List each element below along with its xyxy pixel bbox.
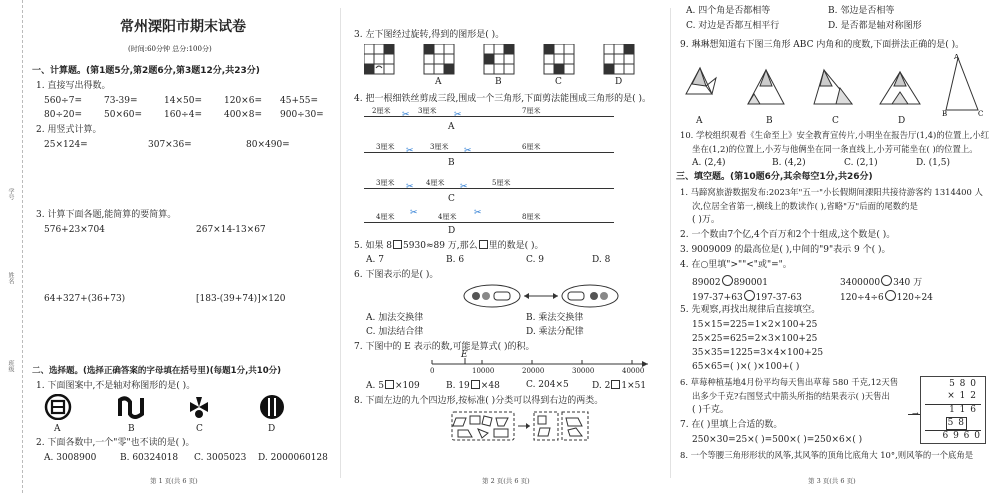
- calc-line-highlighted: 5 8: [947, 418, 965, 428]
- q7-option-b-part: ×48: [480, 381, 500, 391]
- compare-left: 3400000: [840, 278, 881, 288]
- q3-option: C: [555, 77, 562, 87]
- q5-option: A. 7: [366, 255, 384, 265]
- q9-option: B: [766, 116, 773, 126]
- choice-1-option: C: [196, 424, 203, 434]
- q6-option: D. 乘法分配律: [526, 327, 584, 337]
- q3-option: D: [615, 77, 623, 87]
- q7-option-a-part: A. 5: [366, 381, 384, 391]
- student-name-label: 姓名: [7, 272, 14, 284]
- compare-circle: [881, 275, 892, 286]
- segment-label: 3厘米: [376, 143, 395, 151]
- q10-option: A. (2,4): [692, 158, 726, 168]
- bank-logo-icon: [258, 394, 286, 420]
- blank-box: [385, 380, 394, 389]
- q2-label: 2. 用竖式计算。: [36, 125, 102, 135]
- q7-option-d-part: D. 2: [592, 381, 611, 391]
- compare-item: [692, 290, 802, 304]
- law-diagram: [462, 283, 622, 309]
- choice-1-option: A: [54, 424, 61, 434]
- arrow-icon: →: [912, 409, 919, 418]
- q5-text-end: 里的数是( )。: [488, 241, 544, 251]
- quadrilateral-sets: [450, 410, 590, 442]
- q9-option: D: [898, 116, 906, 126]
- option-letter: C: [448, 194, 455, 204]
- segment-label: 4厘米: [426, 179, 445, 187]
- q6-option: B. 乘法交换律: [526, 313, 584, 323]
- q8-option: B. 邻边是否相等: [828, 6, 895, 16]
- fill-4: 4. 在○里填">""<"或"="。: [680, 260, 792, 270]
- vertical-calc-box: [920, 376, 986, 444]
- q7-option-b: [446, 380, 500, 392]
- q9-question: 9. 琳琳想知道右下图三角形 ABC 内角和的度数,下面拼法正确的是( )。: [680, 40, 965, 50]
- option-letter: D: [448, 226, 456, 236]
- scissor-icon: ✂: [474, 208, 482, 218]
- section-3-header: 三、填空题。(第10题6分,其余每空1分,共26分): [676, 172, 873, 182]
- q7-option-d-part: 1×51: [621, 381, 647, 391]
- page-divider: [670, 8, 671, 478]
- q1-item: 400×8=: [224, 110, 262, 120]
- segment-label: 3厘米: [430, 143, 449, 151]
- compare-circle: [722, 275, 733, 286]
- scissor-icon: ✂: [464, 146, 472, 156]
- choice-1-question: 1. 下面图案中,不是轴对称图形的是( )。: [36, 381, 196, 391]
- q6-question: 6. 下图表示的是( )。: [354, 270, 439, 280]
- fill-8: 8. 一个等腰三角形形状的风筝,其风筝的顶角比底角大 10°,则风筝的一个底角是: [680, 450, 974, 460]
- compare-item: [692, 275, 768, 289]
- compare-circle: [744, 290, 755, 301]
- compare-item: [840, 275, 922, 289]
- swirl-logo-icon: [116, 394, 146, 420]
- fill-6-line-2: 出多少千克?右图竖式中箭头所指的结果表示( )天售出: [692, 391, 890, 401]
- pattern-row: 65×65=( )×( )×100+( ): [692, 362, 800, 372]
- segment-label: 7厘米: [522, 107, 541, 115]
- q7-option-c: C. 204×5: [526, 380, 569, 390]
- tick-label: 40000: [622, 367, 645, 375]
- q6-option: A. 加法交换律: [366, 313, 424, 323]
- fill-5: 5. 先观察,再找出规律后直接填空。: [680, 305, 821, 315]
- fill-1-line-2: 次,位居全省第一,横线上的数读作( ),省略"万"后面的尾数约是: [692, 201, 918, 211]
- q7-option-b-part: B. 19: [446, 381, 470, 391]
- fill-7: 7. 在( )里填上合适的数。: [680, 420, 783, 430]
- q8-option: D. 是否都是轴对称图形: [828, 21, 922, 31]
- q8-option: C. 对边是否都互相平行: [686, 21, 780, 31]
- fill-6-line-3: ( )千克。: [692, 405, 729, 415]
- q5-option: B. 6: [446, 255, 465, 265]
- student-id-label: 学号: [7, 188, 14, 200]
- scissor-icon: ✂: [406, 182, 414, 192]
- triangle-arrangements: [682, 54, 1000, 124]
- compare-item: [840, 290, 933, 304]
- q6-option: C. 加法结合律: [366, 327, 424, 337]
- tick-label: 30000: [572, 367, 595, 375]
- tick-label: 0: [430, 367, 435, 375]
- option-letter: B: [448, 158, 455, 168]
- coin-symbol-icon: [44, 394, 72, 420]
- compare-right: 340 万: [893, 278, 923, 288]
- scissor-icon: ✂: [460, 182, 468, 192]
- exam-title: 常州溧阳市期末试卷: [120, 19, 246, 35]
- q3-item: 267×14-13×67: [196, 225, 266, 235]
- blank-box: [471, 380, 480, 389]
- rotation-grids: [364, 44, 654, 86]
- segment-label: 8厘米: [522, 213, 541, 221]
- point-e-label: E: [461, 350, 468, 360]
- q8-option: A. 四个角是否都相等: [686, 6, 771, 16]
- svg-text:A: A: [954, 54, 960, 61]
- tick-label: 20000: [522, 367, 545, 375]
- q3-option: B: [495, 77, 502, 87]
- blank-box: [611, 380, 620, 389]
- q1-item: 900÷30=: [280, 110, 324, 120]
- section-2-header: 二、选择题。(选择正确答案的字母填在括号里)(每题1分,共10分): [32, 366, 282, 376]
- fill-2: 2. 一个数由7个亿,4个百万和2个十组成,这个数是( )。: [680, 230, 896, 240]
- choice-2-option: A. 3008900: [44, 453, 97, 463]
- fill-1-line-3: ( )万。: [692, 215, 720, 225]
- wire-line-b: [364, 152, 614, 153]
- compare-left: 197-37+63: [692, 293, 743, 303]
- pattern-row: 35×35=1225=3×4×100+25: [692, 348, 824, 358]
- pattern-row: 15×15=225=1×2×100+25: [692, 320, 818, 330]
- q3-option: A: [435, 77, 442, 87]
- q5-option: D. 8: [592, 255, 611, 265]
- knot-logo-icon: [184, 394, 214, 420]
- q10-option: C. (2,1): [844, 158, 878, 168]
- page-footer: 第 3 页(共 6 页): [808, 477, 856, 485]
- page-divider: [340, 8, 341, 478]
- q7-option-a: [366, 380, 420, 392]
- q10-line-2: 坐在(1,2)的位置上,小芳与他俩坐在同一条直线上,小芳可能坐在( )的位置上。: [692, 144, 978, 154]
- fill-6-line-1: 6. 草莓种植基地4月份平均每天售出草莓 580 千克,12天售: [680, 377, 899, 387]
- segment-label: 6厘米: [522, 143, 541, 151]
- q10-option: D. (1,5): [916, 158, 950, 168]
- svg-text:C: C: [978, 110, 984, 118]
- wire-line-c: [364, 188, 614, 189]
- choice-2-question: 2. 下面各数中,一个"零"也不读的是( )。: [36, 438, 195, 448]
- exam-page-2: [342, 0, 668, 493]
- svg-text:B: B: [942, 110, 948, 118]
- q7-option-a-part: ×109: [394, 381, 420, 391]
- segment-label: 3厘米: [418, 107, 437, 115]
- compare-left: 89002: [692, 278, 721, 288]
- blank-box: [393, 240, 402, 249]
- segment-label: 5厘米: [492, 179, 511, 187]
- segment-label: 2厘米: [372, 107, 391, 115]
- segment-label: 4厘米: [438, 213, 457, 221]
- q1-item: 73-39=: [104, 96, 138, 106]
- q3-rotation-question: 3. 左下图经过旋转,得到的图形是( )。: [354, 30, 505, 40]
- q8-question: 8. 下面左边的九个四边形,按标准( )分类可以得到右边的两类。: [354, 396, 604, 406]
- choice-2-option: C. 3005023: [194, 453, 247, 463]
- q3-item: [183-(39+74)]×120: [196, 294, 286, 304]
- scissor-icon: ✂: [406, 146, 414, 156]
- q7-question: 7. 下图中的 E 表示的数,可能是算式( )的积。: [354, 342, 535, 352]
- choice-1-option: B: [128, 424, 135, 434]
- q1-item: 80÷20=: [44, 110, 82, 120]
- scissor-icon: ✂: [410, 208, 418, 218]
- page-footer: 第 1 页(共 6 页): [150, 477, 198, 485]
- fill-1-line-1: 1. 马蹄窝旅游数据发布:2023年"五一"小长假期间溧阳共接待游客约 1314400 人: [680, 187, 983, 197]
- choice-2-option: B. 60324018: [120, 453, 179, 463]
- q1-item: 50×60=: [104, 110, 142, 120]
- q1-item: 120×6=: [224, 96, 262, 106]
- calc-line: 5 8 0: [949, 379, 977, 389]
- choice-1-option: D: [268, 424, 276, 434]
- compare-right: 197-37-63: [755, 293, 802, 303]
- q1-item: 560÷7=: [44, 96, 82, 106]
- fill-7-row: 250×30=25×( )=500×( )=250×6×( ): [692, 435, 863, 445]
- compare-right: 890001: [733, 278, 768, 288]
- q9-option: C: [832, 116, 839, 126]
- compare-left: 120÷4÷6: [840, 293, 884, 303]
- class-label: 班级: [7, 360, 14, 372]
- calc-line: 6 9 6 0: [942, 431, 981, 441]
- q9-option: A: [696, 116, 703, 126]
- blank-box: [479, 240, 488, 249]
- q1-item: 14×50=: [164, 96, 202, 106]
- binding-margin: [0, 0, 23, 493]
- q5-text-start: 5. 如果 8: [354, 241, 393, 251]
- q3-item: 64+327+(36+73): [44, 294, 126, 304]
- choice-2-option: D. 2000060128: [258, 453, 328, 463]
- q10-option: B. (4,2): [772, 158, 806, 168]
- option-letter: A: [448, 122, 455, 132]
- fill-3: 3. 9009009 的最高位是( ),中间的"9"表示 9 个( )。: [680, 245, 891, 255]
- q10-line-1: 10. 学校组织观看《生命至上》安全教育宣传片,小明坐在报告厅(1,4)的位置上,小红: [680, 130, 990, 140]
- scissor-icon: ✂: [454, 110, 462, 120]
- compare-circle: [885, 290, 896, 301]
- tick-label: 10000: [472, 367, 495, 375]
- q1-item: 45+55=: [280, 96, 318, 106]
- wire-line-d: [364, 222, 614, 223]
- scissor-icon: ✂: [402, 110, 410, 120]
- calc-line: × 1 2: [947, 391, 977, 401]
- q2-item: 307×36=: [148, 140, 192, 150]
- q2-item: 80×490=: [246, 140, 290, 150]
- q7-option-d: [592, 380, 646, 392]
- q4-question: 4. 把一根细铁丝剪成三段,围成一个三角形,下面剪法能围成三角形的是( )。: [354, 94, 652, 104]
- exam-page-1: [0, 0, 338, 493]
- q2-item: 25×124=: [44, 140, 88, 150]
- q5-question: [354, 240, 544, 252]
- q5-text-mid: 5930≈89 万,那么: [403, 241, 478, 251]
- segment-label: 4厘米: [376, 213, 395, 221]
- segment-label: 3厘米: [376, 179, 395, 187]
- q3-label: 3. 计算下面各题,能简算的要简算。: [36, 210, 177, 220]
- exam-page-3: [672, 0, 1000, 493]
- exam-subtitle: (时间:60分钟 总分:100分): [128, 45, 212, 53]
- page-footer: 第 2 页(共 6 页): [482, 477, 530, 485]
- pattern-row: 25×25=625=2×3×100+25: [692, 334, 818, 344]
- calc-line: 1 1 6: [949, 405, 977, 415]
- section-1-header: 一、计算题。(第1题5分,第2题6分,第3题12分,共23分): [32, 66, 260, 76]
- q5-option: C. 9: [526, 255, 545, 265]
- q1-label: 1. 直接写出得数。: [36, 81, 111, 91]
- q3-item: 576+23×704: [44, 225, 105, 235]
- compare-right: 120÷24: [896, 293, 933, 303]
- q1-item: 160÷4=: [164, 110, 202, 120]
